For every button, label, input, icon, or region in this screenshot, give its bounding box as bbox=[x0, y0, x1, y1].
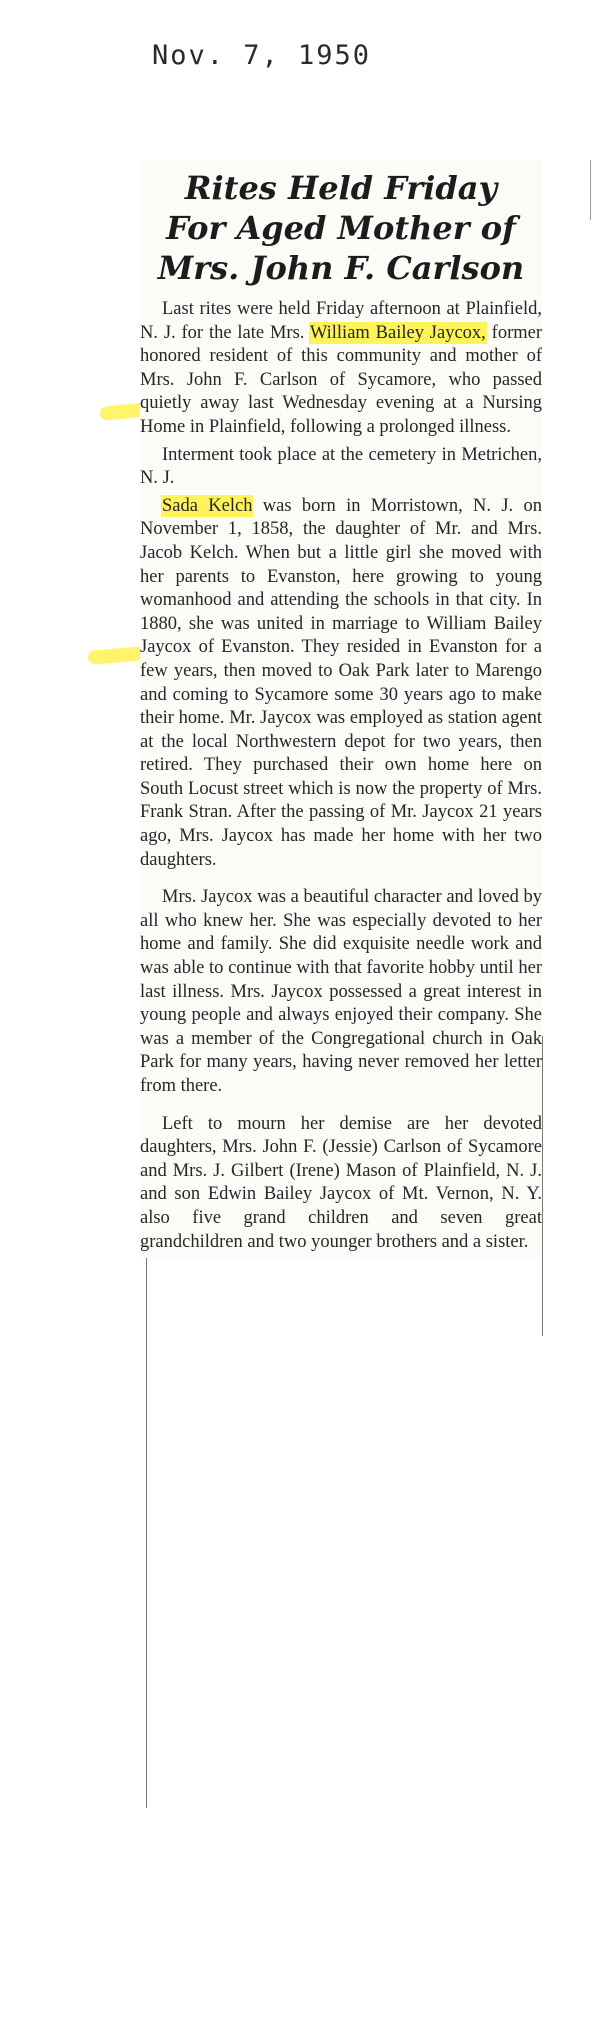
paragraph-biography bbox=[140, 495, 542, 873]
highlighted-name-william-bailey-jaycox: William Bailey Jaycox, bbox=[309, 322, 486, 343]
paragraph-survivors: Left to mourn her demise are her devoted daughters, Mrs. John F. (Jessie) Carlson of Sycamore and Mrs. J. Gilbert (Irene) Mason of Plainfield, N. J. and son Edwin Bailey Jaycox of Mt. Vernon, N. Y. also five grand children and seven great grandchildren and two younger brothers and a sister. bbox=[140, 1113, 542, 1252]
paragraph-rites-start: Last rites were held Friday afternoon at Plainfield, N. J. for the late Mrs. bbox=[140, 299, 542, 343]
date-stamp: Nov. 7, 1950 bbox=[152, 40, 372, 71]
headline-line-1: Rites Held Friday bbox=[184, 169, 498, 207]
newspaper-clipping bbox=[140, 160, 542, 1258]
article-headline bbox=[140, 168, 542, 288]
paragraph-rites bbox=[140, 298, 542, 440]
headline-line-2: For Aged Mother of bbox=[166, 209, 516, 247]
column-rule-right bbox=[542, 1036, 543, 1336]
headline-line-3: Mrs. John F. Carlson bbox=[157, 249, 525, 287]
page-edge-rule bbox=[590, 160, 591, 220]
paragraph-biography-text: was born in Morristown, N. J. on November 1, 1858, the daughter of Mr. and Mrs. Jacob Kelch. When but a little girl she moved with her parents to Evanston, here growing to young womanhood and attending the schools in that city. In 1880, she was united in marriage to William Bailey Jaycox of Evanston. They resided in Evanston for a few years, then moved to Oak Park later to Marengo and coming to Sycamore some 30 years ago to make their home. Mr. Jaycox was employed as station agent at the local Northwestern depot for two years, then retired. They purchased their own home here on South Locust street which is now the property of Mrs. Frank Stran. After the passing of Mr. Jaycox 21 years ago, Mrs. Jaycox has made her home with her two daughters. bbox=[140, 495, 542, 870]
paragraph-character: Mrs. Jaycox was a beautiful character and loved by all who knew her. She was especially devoted to her home and family. She did exquisite needle work and was able to continue with that favorite hobby until her last illness. Mrs. Jaycox possessed a great interest in young people and always enjoyed their company. She was a member of the Congregational church in Oak Park for many years, having never removed her letter from there. bbox=[140, 887, 542, 1096]
article-body bbox=[140, 298, 542, 1254]
highlighted-name-sada-kelch: Sada Kelch bbox=[162, 495, 253, 516]
paragraph-rites-end: former honored resident of this community and mother of Mrs. John F. Carlson of Sycamore, who passed quietly away last Wednesday evening at a Nursing Home in Plainfield, following a prolonged illness. bbox=[140, 322, 542, 437]
paragraph-interment: Interment took place at the cemetery in Metrichen, N. J. bbox=[140, 444, 542, 489]
